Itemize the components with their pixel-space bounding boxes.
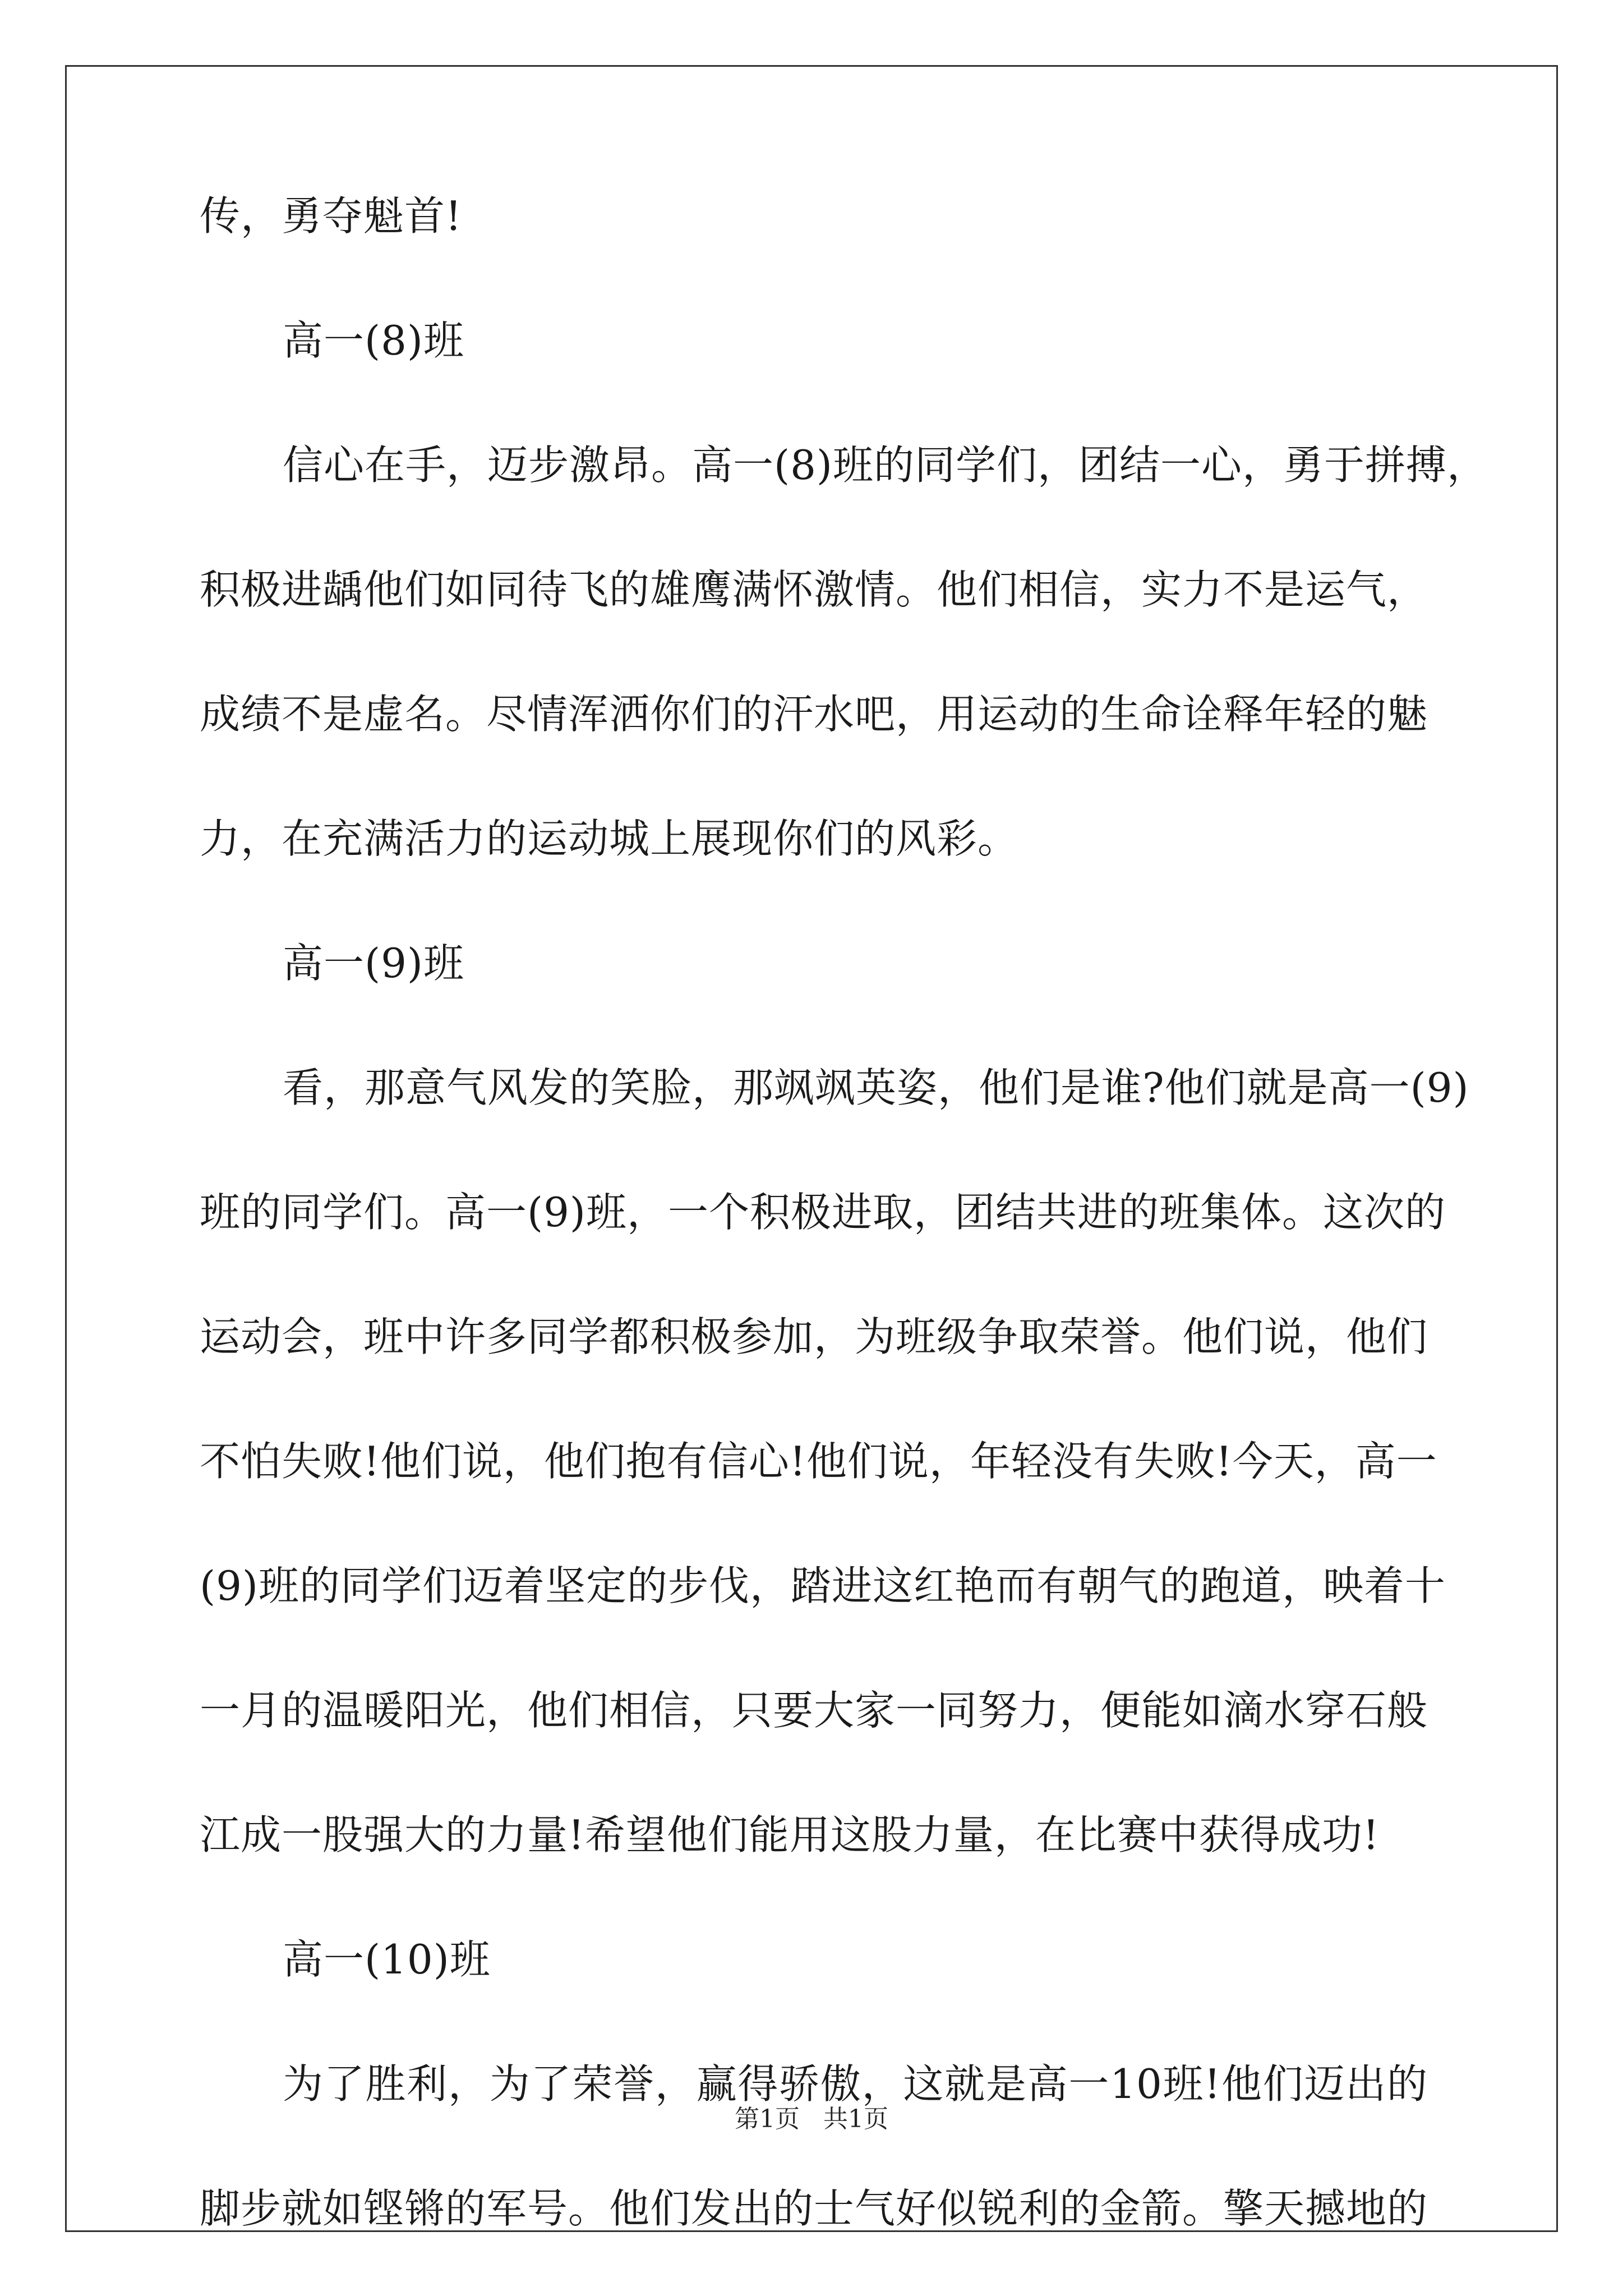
paragraph-line: 传，勇夺魁首! [200, 192, 462, 240]
paragraph-line: 力，在充满活力的运动城上展现你们的风彩。 [200, 815, 1019, 862]
paragraph-line: (9)班的同学们迈着坚定的步伐，踏进这红艳而有朝气的跑道，映着十 [200, 1562, 1446, 1609]
paragraph-line: 积极进龋他们如同待飞的雄鹰满怀激情。他们相信，实力不是运气， [200, 566, 1428, 613]
paragraph-line: 江成一股强大的力量!希望他们能用这股力量，在比赛中获得成功! [200, 1811, 1380, 1858]
page-border [65, 65, 1558, 2232]
section-heading-class-10: 高一(10)班 [283, 1936, 491, 1983]
page-footer [0, 2102, 1623, 2136]
paragraph-line: 信心在手，迈步激昂。高一(8)班的同学们，团结一心，勇于拼搏， [283, 441, 1488, 489]
paragraph-line: 脚步就如铿锵的军号。他们发出的士气好似锐利的金箭。擎天撼地的 [200, 2185, 1428, 2232]
page-total: 共1页 [823, 2105, 888, 2133]
paragraph-line: 不怕失败!他们说，他们抱有信心!他们说，年轻没有失败!今天，高一 [200, 1438, 1437, 1485]
paragraph-line: 一月的温暖阳光，他们相信，只要大家一同努力，便能如滴水穿石般 [200, 1687, 1428, 1734]
paragraph-line: 为了胜利，为了荣誉，赢得骄傲，这就是高一10班!他们迈出的 [283, 2060, 1428, 2108]
page-number: 第1页 [735, 2105, 800, 2133]
paragraph-line: 运动会，班中许多同学都积极参加，为班级争取荣誉。他们说，他们 [200, 1313, 1428, 1360]
section-heading-class-9: 高一(9)班 [283, 940, 464, 987]
paragraph-line: 看，那意气风发的笑脸，那飒飒英姿，他们是谁?他们就是高一(9) [283, 1064, 1469, 1111]
paragraph-line: 成绩不是虚名。尽情浑洒你们的汗水吧，用运动的生命诠释年轻的魅 [200, 691, 1428, 738]
paragraph-line: 班的同学们。高一(9)班，一个积极进取，团结共进的班集体。这次的 [200, 1189, 1446, 1236]
section-heading-class-8: 高一(8)班 [283, 317, 464, 364]
